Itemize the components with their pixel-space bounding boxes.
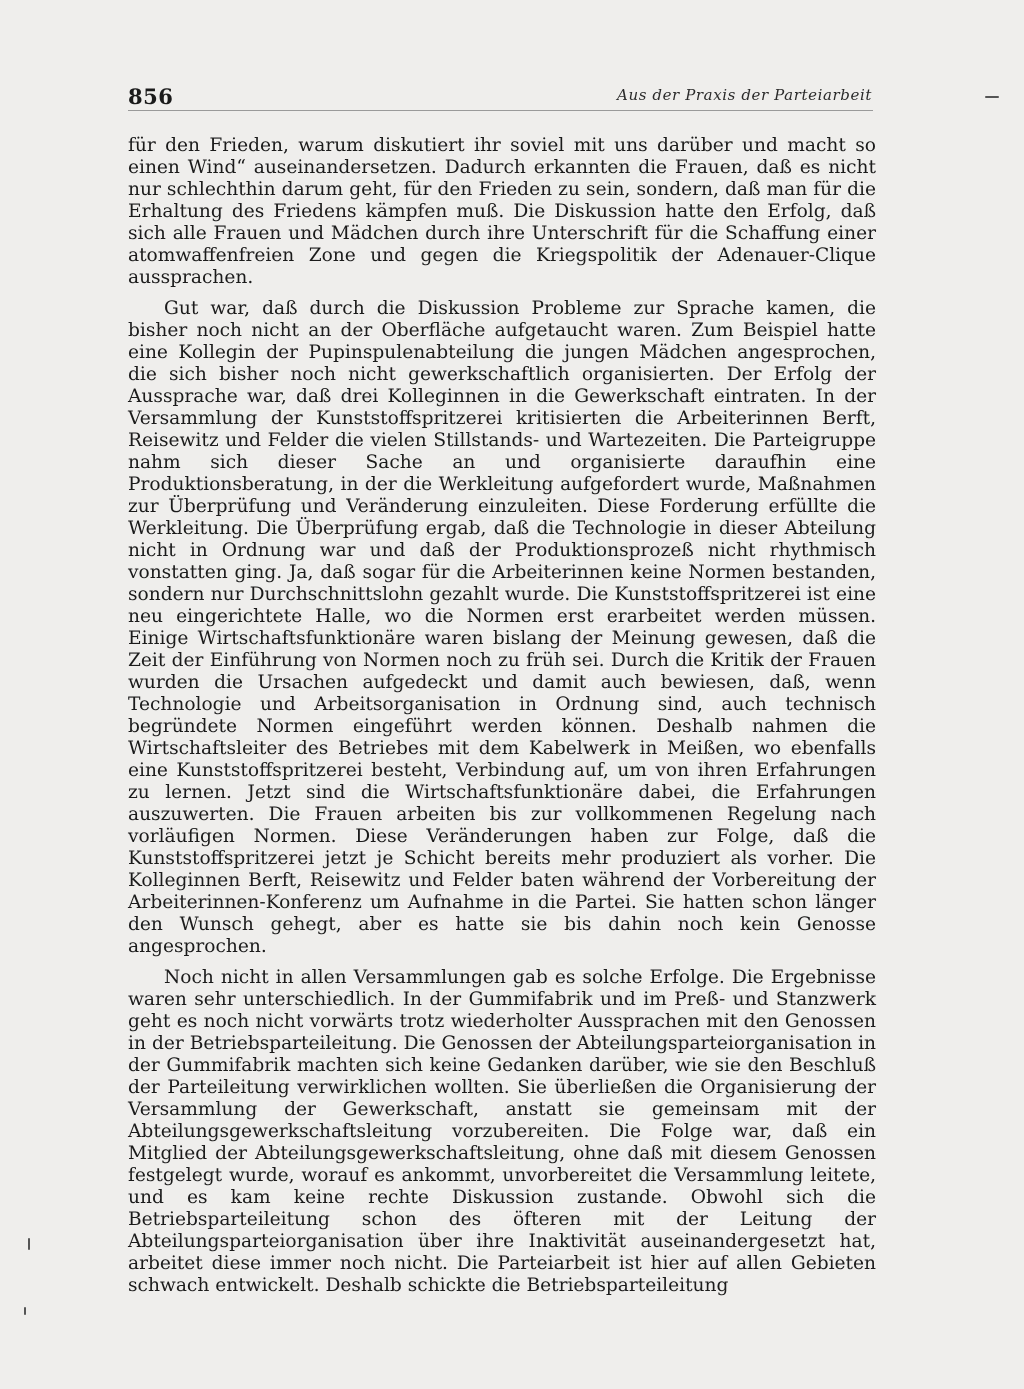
scan-speck	[24, 1307, 26, 1315]
paragraph-continued: für den Frieden, warum diskutiert ihr soviel mit uns darüber und macht so einen Wind“ auseinandersetzen. Dadurch erkannten die Frauen, daß es nicht nur schlechthin darum geht, für den Frieden zu sein, sondern, daß man für die Erhaltung des Friedens kämpfen muß. Die Diskussion hatte den Erfolg, daß sich alle Frauen und Mädchen durch ihre Unterschrift für die Schaffung einer atomwaffenfreien Zone und gegen die Kriegspolitik der Adenauer-Clique aussprachen.	[128, 135, 876, 288]
page-number: 856	[128, 84, 174, 109]
scan-speck	[28, 1238, 30, 1250]
paragraph: Noch nicht in allen Versammlungen gab es solche Erfolge. Die Ergebnisse waren sehr unterschiedlich. In der Gummifabrik und im Preß- und Stanzwerk geht es noch nicht vorwärts trotz wiederholter Aussprachen mit den Genossen in der Betriebsparteileitung. Die Genossen der Abteilungsparteiorganisation in der Gummifabrik machten sich keine Gedanken darüber, wie sie den Beschluß der Parteileitung verwirklichen wollten. Sie überließen die Organisierung der Versammlung der Gewerkschaft, anstatt sie gemeinsam mit der Abteilungsgewerkschaftsleitung vorzubereiten. Die Folge war, daß ein Mitglied der Abteilungsgewerkschaftsleitung, ohne daß mit diesem Genossen festgelegt wurde, worauf es ankommt, unvorbereitet die Versammlung leitete, und es kam keine rechte Diskussion zustande. Obwohl sich die Betriebsparteileitung schon des öfteren mit der Leitung der Abteilungsparteiorganisation über ihre Inaktivität auseinandergesetzt hat, arbeitet diese immer noch nicht. Die Parteiarbeit ist hier auf allen Gebieten schwach entwickelt. Deshalb schickte die Betriebsparteileitung	[128, 967, 876, 1296]
body-text	[128, 135, 876, 1306]
running-header: Aus der Praxis der Parteiarbeit	[617, 86, 872, 104]
paragraph: Gut war, daß durch die Diskussion Probleme zur Sprache kamen, die bisher noch nicht an der Oberfläche aufgetaucht waren. Zum Beispiel hatte eine Kollegin der Pupinspulenabteilung die jungen Mädchen angesprochen, die sich bisher noch nicht gewerkschaftlich organisierten. Der Erfolg der Aussprache war, daß drei Kolleginnen in die Gewerkschaft eintraten. In der Versammlung der Kunststoffspritzerei kritisierten die Arbeiterinnen Berft, Reisewitz und Felder die vielen Stillstands- und Wartezeiten. Die Parteigruppe nahm sich dieser Sache an und organisierte daraufhin eine Produktionsberatung, in der die Werkleitung aufgefordert wurde, Maßnahmen zur Überprüfung und Veränderung einzuleiten. Diese Forderung erfüllte die Werkleitung. Die Überprüfung ergab, daß die Technologie in dieser Abteilung nicht in Ordnung war und daß der Produktionsprozeß nicht rhythmisch vonstatten ging. Ja, daß sogar für die Arbeiterinnen keine Normen bestanden, sondern nur Durchschnittslohn gezahlt wurde. Die Kunststoffspritzerei ist eine neu eingerichtete Halle, wo die Normen erst erarbeitet werden müssen. Einige Wirtschaftsfunktionäre waren bislang der Meinung gewesen, daß die Zeit der Einführung von Normen noch zu früh sei. Durch die Kritik der Frauen wurden die Ursachen aufgedeckt und damit auch bewiesen, daß, wenn Technologie und Arbeitsorganisation in Ordnung sind, auch technisch begründete Normen eingeführt werden können. Deshalb nahmen die Wirtschaftsleiter des Betriebes mit dem Kabelwerk in Meißen, wo ebenfalls eine Kunststoffspritzerei besteht, Verbindung auf, um von ihren Erfahrungen zu lernen. Jetzt sind die Wirtschaftsfunktionäre dabei, die Erfahrungen auszuwerten. Die Frauen arbeiten bis zur vollkommenen Regelung nach vorläufigen Normen. Diese Veränderungen haben zur Folge, daß die Kunststoffspritzerei jetzt je Schicht bereits mehr produziert als vorher. Die Kolleginnen Berft, Reisewitz und Felder baten während der Vorbereitung der Arbeiterinnen-Konferenz um Aufnahme in die Partei. Sie hatten schon länger den Wunsch gehegt, aber es hatte sie bis dahin noch kein Genosse angesprochen.	[128, 298, 876, 957]
scan-speck	[985, 96, 999, 98]
header-divider	[128, 110, 873, 111]
